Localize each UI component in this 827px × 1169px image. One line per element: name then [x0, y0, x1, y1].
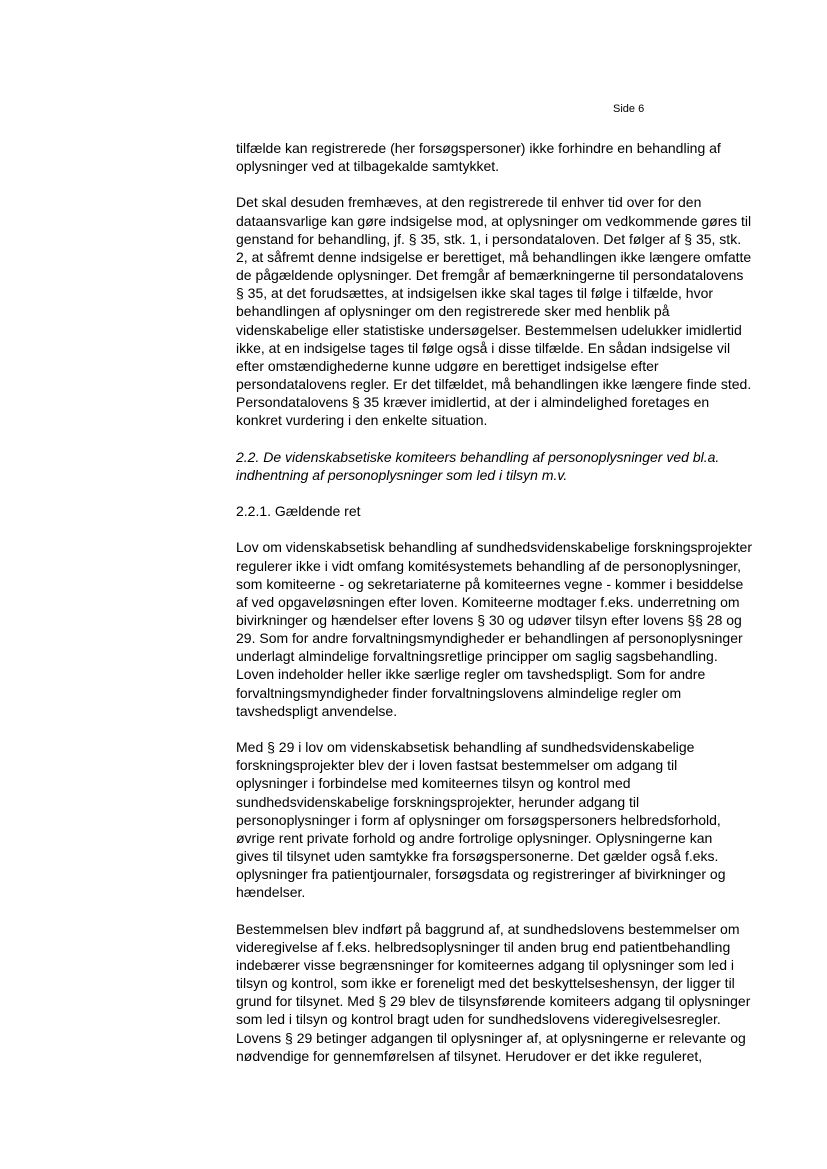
text-line: Bestemmelsen blev indført på baggrund af, at sundhedslovens bestemmelser om	[236, 920, 740, 937]
heading-line: 2.2. De videnskabsetiske komiteers behandling af personoplysninger ved bl.a.	[236, 448, 720, 465]
text-line: tavshedspligt anvendelse.	[236, 702, 398, 719]
paragraph-spacer	[236, 429, 756, 447]
section-heading-2-2	[236, 448, 756, 484]
text-line: oplysninger fra patientjournaler, forsøgsdata og registreringer af bivirkninger og	[236, 866, 726, 883]
paragraph-current-law	[236, 538, 756, 720]
paragraph-spacer	[236, 901, 756, 919]
heading-line: indhentning af personoplysninger som led i tilsyn m.v.	[236, 466, 568, 483]
section-heading-2-2-1	[236, 502, 756, 520]
text-line: regulerer ikke i vidt omfang komitésystemets behandling af de personoplysninger,	[236, 557, 742, 574]
text-line: af ved opgaveløsningen efter loven. Komiteerne modtager f.eks. underretning om	[236, 593, 740, 610]
text-line: indebærer visse begrænsninger for komiteernes adgang til oplysninger som led i	[236, 956, 735, 973]
text-line: Lovens § 29 betinger adgangen til oplysninger af, at oplysningerne er relevante og	[236, 1029, 746, 1046]
text-line: personoplysninger i form af oplysninger om forsøgspersoners helbredsforhold,	[236, 811, 721, 828]
text-line: konkret vurdering i den enkelte situation.	[236, 412, 488, 429]
text-line: genstand for behandling, jf. § 35, stk. 1, i persondataloven. Det følger af § 35, stk.	[236, 230, 742, 247]
text-line: de pågældende oplysninger. Det fremgår af bemærkningerne til persondatalovens	[236, 267, 744, 284]
text-line: oplysninger i forbindelse med komiteernes tilsyn og kontrol med	[236, 775, 631, 792]
text-line: tilfælde kan registrerede (her forsøgspersoner) ikke forhindre en behandling af	[236, 140, 721, 156]
text-line: nødvendige for gennemførelsen af tilsynet. Herudover er det ikke reguleret,	[236, 1047, 703, 1064]
paragraph-spacer	[236, 175, 756, 193]
text-line: hændelser.	[236, 884, 306, 901]
text-line: ikke, at en indsigelse tages til følge også i disse tilfælde. En sådan indsigelse vil	[236, 339, 731, 356]
text-line: 29. Som for andre forvaltningsmyndigheder er behandlingen af personoplysninger	[236, 630, 743, 647]
text-line: tilsyn og kontrol, som ikke er foreneligt med det beskyttelseshensyn, der ligger til	[236, 975, 735, 992]
text-line: som komiteerne - og sekretariaterne på komiteernes vegne - kommer i besiddelse	[236, 575, 744, 592]
text-line: Lov om videnskabsetisk behandling af sundhedsvidenskabelige forskningsprojekter	[236, 539, 752, 556]
text-line: som led i tilsyn og kontrol bragt uden for sundhedslovens videregivelsesregler.	[236, 1011, 721, 1028]
text-line: bivirkninger og hændelser efter lovens § 30 og udøver tilsyn efter lovens §§ 28 og	[236, 612, 742, 628]
text-line: 2, at såfremt denne indsigelse er berettiget, må behandlingen ikke længere omfatte	[236, 248, 752, 265]
text-line: øvrige rent private forhold og andre fortrolige oplysninger. Oplysningerne kan	[236, 829, 713, 846]
heading-line: 2.2.1. Gældende ret	[236, 503, 361, 520]
paragraph-section-29	[236, 738, 756, 901]
paragraph-background	[236, 920, 756, 1065]
text-line: Med § 29 i lov om videnskabsetisk behandling af sundhedsvidenskabelige	[236, 739, 695, 756]
page-number: Side 6	[613, 103, 645, 115]
document-body	[236, 139, 756, 1065]
paragraph-consent-withdrawal	[236, 139, 756, 175]
paragraph-spacer	[236, 520, 756, 538]
text-line: sundhedsvidenskabelige forskningsprojekter, herunder adgang til	[236, 793, 640, 810]
text-line: dataansvarlige kan gøre indsigelse mod, at oplysninger om vedkommende gøres til	[236, 212, 752, 229]
paragraph-objection-right	[236, 193, 756, 429]
text-line: Det skal desuden fremhæves, at den registrerede til enhver tid over for den	[236, 194, 702, 211]
text-line: grund for tilsynet. Med § 29 blev de tilsynsførende komiteers adgang til oplysninger	[236, 993, 751, 1010]
text-line: underlagt almindelige forvaltningsretlige principper om saglig sagsbehandling.	[236, 648, 718, 665]
text-line: behandlingen af oplysninger om den registrerede sker med henblik på	[236, 303, 670, 320]
text-line: § 35, at det forudsættes, at indsigelsen ikke skal tages til følge i tilfælde, hvor	[236, 285, 714, 302]
text-line: videregivelse af f.eks. helbredsoplysninger til anden brug end patientbehandling	[236, 938, 731, 955]
text-line: videnskabelige eller statistiske undersøgelser. Bestemmelsen udelukker imidlertid	[236, 321, 742, 338]
text-line: forskningsprojekter blev der i loven fastsat bestemmelser om adgang til	[236, 757, 678, 774]
text-line: Persondatalovens § 35 kræver imidlertid, at der i almindelighed foretages en	[236, 394, 710, 411]
paragraph-spacer	[236, 720, 756, 738]
text-line: forvaltningsmyndigheder finder forvaltningslovens almindelige regler om	[236, 684, 682, 701]
text-line: oplysninger ved at tilbagekalde samtykket.	[236, 158, 500, 175]
paragraph-spacer	[236, 484, 756, 502]
text-line: efter omstændighederne kunne udgøre en berettiget indsigelse efter	[236, 357, 659, 374]
text-line: Loven indeholder heller ikke særlige regler om tavshedspligt. Som for andre	[236, 666, 706, 683]
text-line: gives til tilsynet uden samtykke fra forsøgspersonerne. Det gælder også f.eks.	[236, 848, 719, 865]
text-line: persondatalovens regler. Er det tilfældet, må behandlingen ikke længere finde sted.	[236, 376, 752, 393]
